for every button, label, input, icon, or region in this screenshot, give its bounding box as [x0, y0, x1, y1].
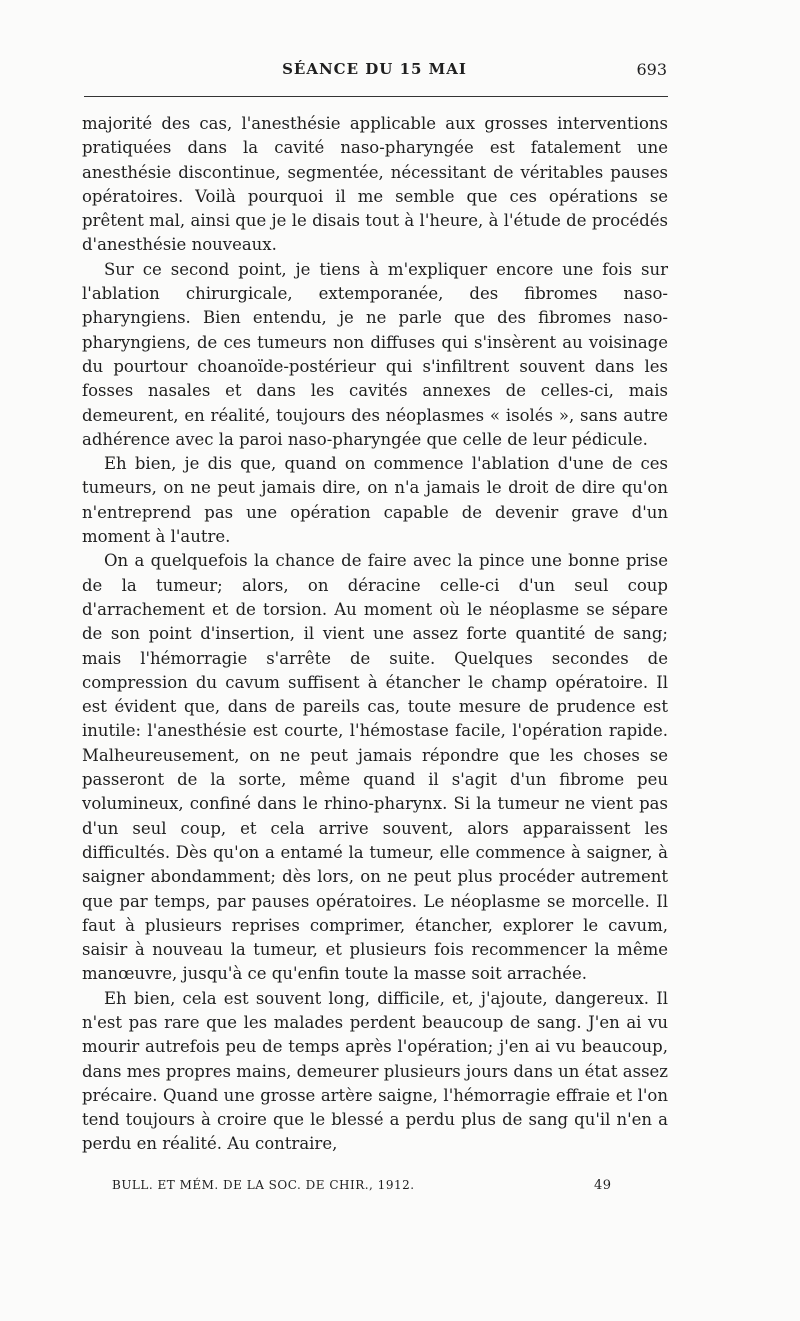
running-head — [82, 60, 667, 84]
header-rule — [84, 96, 668, 97]
journal-citation: BULL. ET MÉM. DE LA SOC. DE CHIR., 1912. — [112, 1178, 415, 1192]
paragraph-1: majorité des cas, l'anesthésie applicable aux grosses interventions pratiquées dans la cavité naso-pharyngée est fatalement une anesthésie discontinue, segmentée, nécessitant de véritables pauses opératoires. Voilà pourquoi il me semble que ces opérations se prêtent mal, ainsi que je le disais tout à l'heure, à l'étude de procédés d'anesthésie nouveaux. — [82, 114, 668, 255]
page-number: 693 — [636, 60, 667, 79]
running-title: SÉANCE DU 15 MAI — [282, 60, 467, 78]
signature-mark: 49 — [594, 1178, 612, 1193]
paragraph-3: Eh bien, je dis que, quand on commence l'ablation d'une de ces tumeurs, on ne peut jamais dire, on n'a jamais le droit de dire qu'on n'entreprend pas une opération capable de devenir grave d'un moment à l'autre. — [82, 454, 668, 547]
paragraph-5: Eh bien, cela est souvent long, difficile, et, j'ajoute, dangereux. Il n'est pas rare que les malades perdent beaucoup de sang. J'en ai vu mourir autrefois peu de temps après l'opération; j'en ai vu beaucoup, dans mes propres mains, demeurer plusieurs jours dans un état assez précaire. Quand une grosse artère saigne, l'hémorragie effraie et l'on tend toujours à croire que le blessé a perdu plus de sang qu'il n'en a perdu en réalité. Au contraire, — [82, 988, 668, 1154]
body-text — [82, 112, 668, 1157]
paragraph-4: On a quelquefois la chance de faire avec la pince une bonne prise de la tumeur; alors, on déracine celle-ci d'un seul coup d'arrachement et de torsion. Au moment où le néoplasme se sépare de son point d'insertion, il vient une assez forte quantité de sang; mais l'hémorragie s'arrête de suite. Quelques secondes de compression du cavum suffisent à étancher le champ opératoire. Il est évident que, dans de pareils cas, toute mesure de prudence est inutile: l'anesthésie est courte, l'hémostase facile, l'opération rapide. Malheureusement, on ne peut jamais répondre que les choses se passeront de la sorte, même quand il s'agit d'un fibrome peu volumineux, confiné dans le rhino-pharynx. Si la tumeur ne vient pas d'un seul coup, et cela arrive souvent, alors apparaissent les difficultés. Dès qu'on a entamé la tumeur, elle commence à saigner, à saigner abondamment; dès lors, on ne peut plus procéder autrement que par temps, par pauses opératoires. Le néoplasme se morcelle. Il faut à plusieurs reprises comprimer, étancher, explorer le cavum, saisir à nouveau la tumeur, et plusieurs fois recommencer la même manœuvre, jusqu'à ce qu'enfin toute la masse soit arrachée. — [82, 551, 668, 984]
paragraph-2: Sur ce second point, je tiens à m'expliquer encore une fois sur l'ablation chirurgicale, extemporanée, des fibromes naso-pharyngiens. Bien entendu, je ne parle que des fibromes naso-pharyngiens, de ces tumeurs non diffuses qui s'insèrent au voisinage du pourtour choanoïde-postérieur qui s'infiltrent souvent dans les fosses nasales et dans les cavités annexes de celles-ci, mais demeurent, en réalité, toujours des néoplasmes « isolés », sans autre adhérence avec la paroi naso-pharyngée que celle de leur pédicule. — [82, 259, 668, 449]
footer — [112, 1178, 612, 1192]
